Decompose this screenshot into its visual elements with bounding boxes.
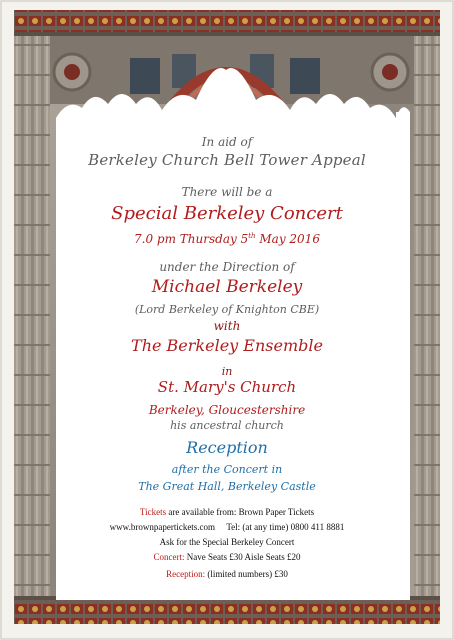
tickets-phone: Tel: (at any time) 0800 411 8881	[226, 522, 345, 532]
ask-line: Ask for the Special Berkeley Concert	[159, 537, 295, 547]
concert-date	[30, 233, 424, 245]
concert-prices: Nave Seats £30 Aisle Seats £20	[184, 552, 301, 562]
tickets-available: are available from: Brown Paper Tickets	[166, 507, 315, 517]
reception-line2: The Great Hall, Berkeley Castle	[138, 480, 316, 493]
tickets-line	[30, 508, 424, 517]
reception-price: (limited numbers) £30	[205, 569, 288, 579]
date-suffix-sup: th	[248, 232, 256, 240]
date-suffix: May 2016	[255, 232, 320, 246]
with-label: with	[213, 319, 241, 333]
conductor-title: (Lord Berkeley of Knighton CBE)	[134, 303, 320, 316]
concert-prices-line	[30, 553, 424, 562]
in-label: in	[221, 365, 233, 378]
reception-price-label: Reception:	[166, 569, 206, 579]
church-location: Berkeley, Gloucestershire	[148, 403, 306, 417]
ancestral-note: his ancestral church	[170, 419, 284, 432]
concert-title: Special Berkeley Concert	[111, 203, 343, 224]
ensemble-name: The Berkeley Ensemble	[131, 336, 323, 355]
there-will-be: There will be a	[181, 185, 273, 199]
tickets-website: www.brownpapertickets.com	[109, 522, 216, 532]
concert-price-label: Concert:	[153, 552, 185, 562]
direction-label: under the Direction of	[159, 260, 295, 274]
reception-title: Reception	[186, 438, 268, 457]
tickets-label: Tickets	[139, 507, 167, 517]
conductor-name: Michael Berkeley	[151, 277, 303, 297]
appeal-title: Berkeley Church Bell Tower Appeal	[88, 151, 366, 169]
church-name: St. Mary's Church	[157, 378, 297, 396]
in-aid-of: In aid of	[201, 135, 253, 149]
date-prefix: 7.0 pm Thursday 5	[134, 232, 249, 246]
reception-price-line	[30, 570, 424, 579]
contact-line	[30, 523, 424, 532]
reception-line1: after the Concert in	[171, 463, 283, 476]
